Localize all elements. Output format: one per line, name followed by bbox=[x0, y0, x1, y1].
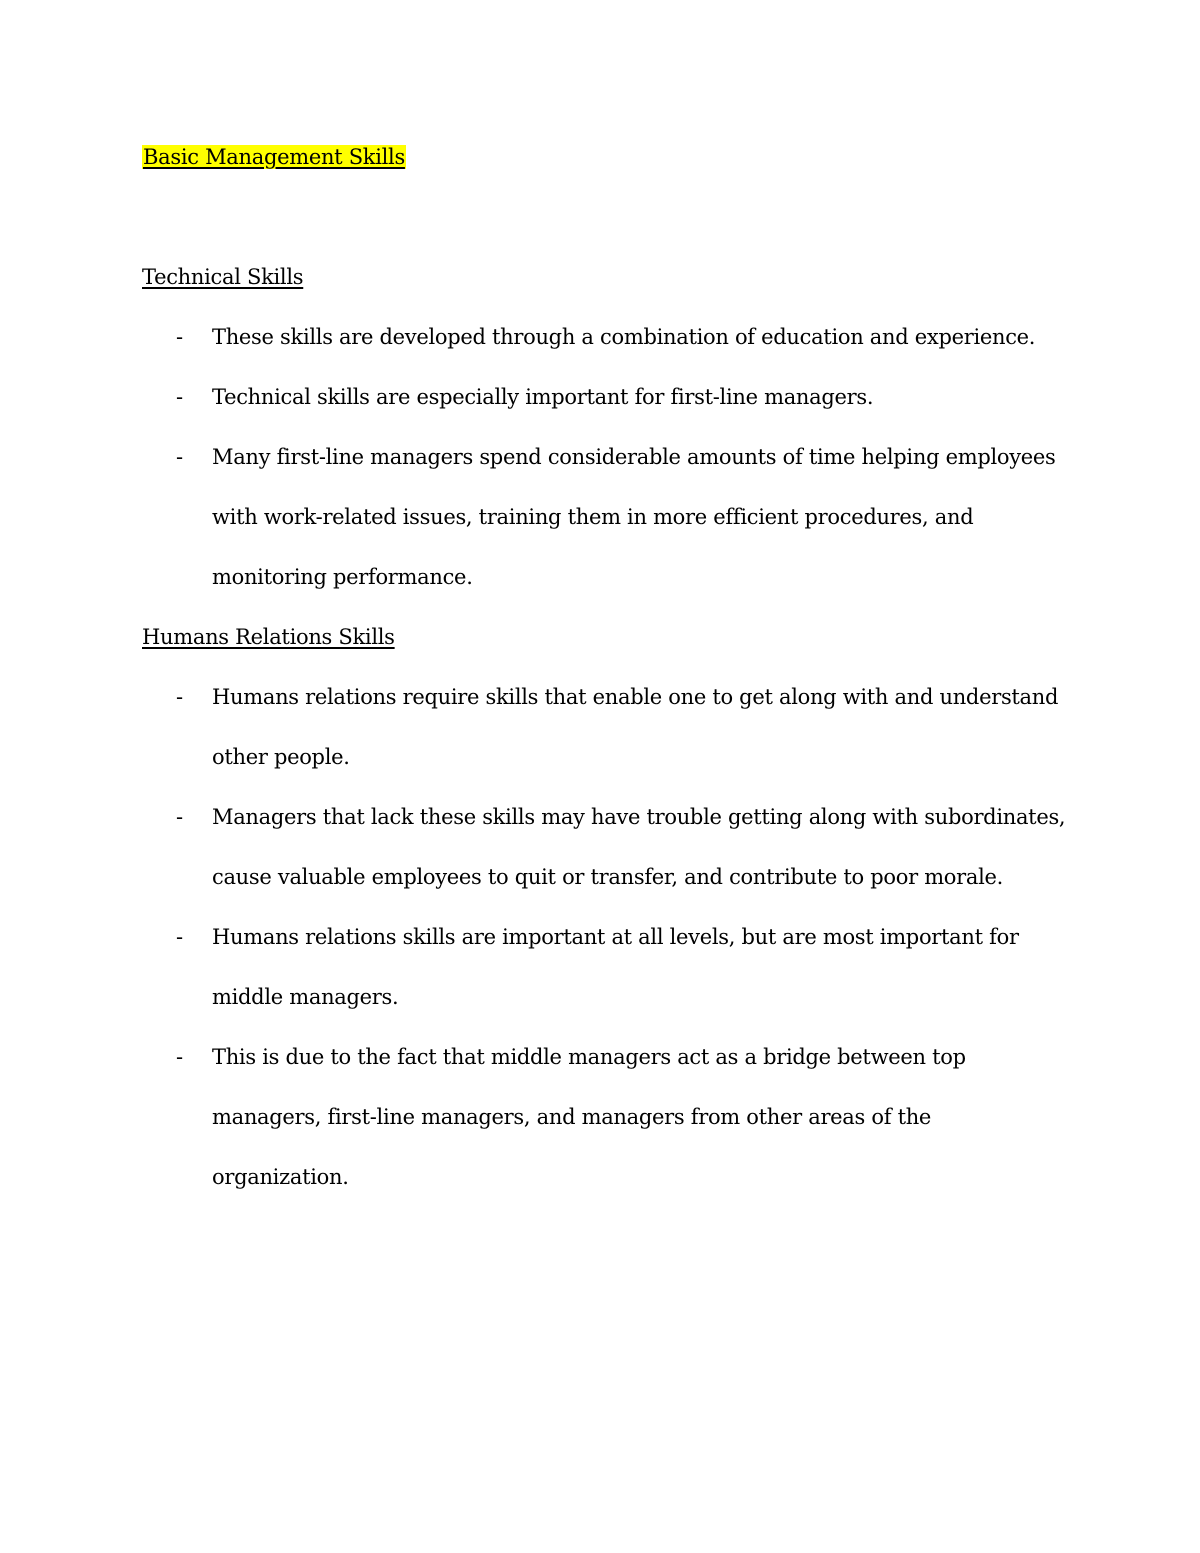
bullet-dash: - bbox=[176, 805, 183, 829]
section-heading-human-relations-skills bbox=[142, 607, 1072, 667]
list-item bbox=[142, 907, 1072, 1027]
list-item bbox=[142, 427, 1072, 607]
list-item-text: Technical skills are especially important for first-line managers. bbox=[212, 385, 874, 409]
list-item-text: Managers that lack these skills may have trouble getting along with subordinates, cause valuable employees to quit or transfer, and contribute to poor morale. bbox=[212, 805, 1066, 889]
list-item bbox=[142, 307, 1072, 367]
document-title bbox=[142, 127, 1072, 187]
list-item bbox=[142, 1027, 1072, 1207]
document-body bbox=[142, 127, 1072, 1207]
technical-skills-list bbox=[142, 307, 1072, 607]
section-heading-technical-skills bbox=[142, 247, 1072, 307]
bullet-dash: - bbox=[176, 685, 183, 709]
list-item bbox=[142, 787, 1072, 907]
section-heading-text: Humans Relations Skills bbox=[142, 625, 395, 649]
bullet-dash: - bbox=[176, 385, 183, 409]
list-item-text: Humans relations skills are important at all levels, but are most important for middle managers. bbox=[212, 925, 1019, 1009]
list-item-text: Humans relations require skills that enable one to get along with and understand other people. bbox=[212, 685, 1059, 769]
bullet-dash: - bbox=[176, 445, 183, 469]
bullet-dash: - bbox=[176, 925, 183, 949]
list-item-text: Many first-line managers spend considerable amounts of time helping employees with work-related issues, training them in more efficient procedures, and monitoring performance. bbox=[212, 445, 1056, 589]
document-title-text: Basic Management Skills bbox=[143, 145, 405, 169]
blank-line bbox=[142, 187, 1072, 247]
list-item bbox=[142, 667, 1072, 787]
list-item bbox=[142, 367, 1072, 427]
bullet-dash: - bbox=[176, 325, 183, 349]
list-item-text: This is due to the fact that middle managers act as a bridge between top managers, first-line managers, and managers from other areas of the organization. bbox=[212, 1045, 966, 1189]
human-relations-skills-list bbox=[142, 667, 1072, 1207]
bullet-dash: - bbox=[176, 1045, 183, 1069]
list-item-text: These skills are developed through a combination of education and experience. bbox=[212, 325, 1036, 349]
section-heading-text: Technical Skills bbox=[142, 265, 304, 289]
